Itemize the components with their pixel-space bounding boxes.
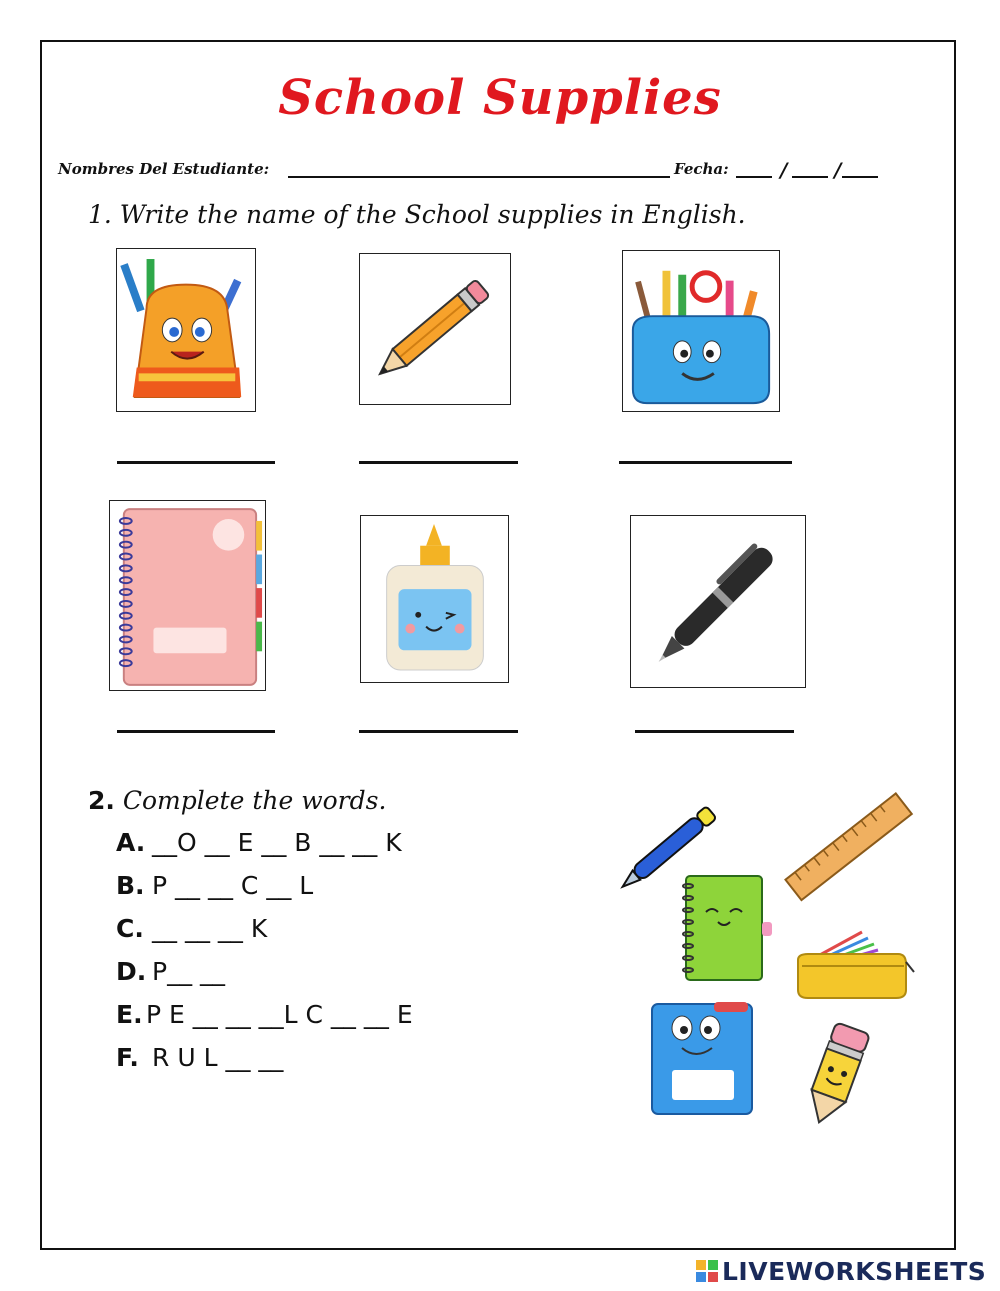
- date-year-field[interactable]: [842, 176, 878, 178]
- word-item-pattern: __O __ E __ B __ __ K: [152, 828, 402, 857]
- footer-brand: LIVEWORKSHEETS: [722, 1256, 987, 1286]
- word-item-pattern: P__ __: [152, 957, 226, 986]
- date-separator: /: [834, 158, 842, 182]
- backpack-icon: [116, 248, 256, 412]
- date-separator: /: [780, 158, 788, 182]
- student-name-label: Nombres Del Estudiante:: [58, 160, 270, 178]
- footer-logo[interactable]: [696, 1256, 986, 1286]
- answer-line-1[interactable]: [117, 461, 275, 464]
- word-item-letter: A.: [116, 828, 146, 857]
- answer-line-3[interactable]: [619, 461, 792, 464]
- date-month-field[interactable]: [792, 176, 828, 178]
- blue-book-icon: [652, 1002, 752, 1114]
- liveworksheets-logo-icon: [696, 1260, 718, 1282]
- answer-line-6[interactable]: [635, 730, 794, 733]
- word-item-a[interactable]: [116, 828, 402, 857]
- student-name-field[interactable]: [288, 176, 670, 178]
- word-item-pattern: R U L __ __: [152, 1043, 284, 1072]
- question-2-text: Complete the words.: [122, 786, 387, 815]
- word-item-b[interactable]: [116, 871, 313, 900]
- word-item-pattern: __ __ __ K: [152, 914, 268, 943]
- word-item-c[interactable]: [116, 914, 267, 943]
- ruler-icon: [785, 793, 911, 900]
- word-item-letter: B.: [116, 871, 145, 900]
- pencil-case-icon: [622, 250, 780, 412]
- word-item-letter: C.: [116, 914, 144, 943]
- student-info-row: [58, 158, 878, 182]
- pencil-icon: [359, 253, 511, 405]
- word-item-d[interactable]: [116, 957, 225, 986]
- green-notebook-icon: [683, 876, 772, 980]
- word-item-pattern: P __ __ C __ L: [152, 871, 314, 900]
- pen-icon: [630, 515, 806, 688]
- answer-line-2[interactable]: [359, 461, 518, 464]
- answer-line-5[interactable]: [359, 730, 518, 733]
- glue-icon: [360, 515, 509, 683]
- word-item-f[interactable]: [116, 1043, 283, 1072]
- question-2-heading: [88, 786, 386, 815]
- question-1-text: 1. Write the name of the School supplies in English.: [88, 200, 746, 229]
- yellow-pencil-pouch-icon: [798, 932, 914, 998]
- pink-pencil-icon: [802, 1022, 870, 1128]
- worksheet-title: School Supplies: [278, 70, 722, 126]
- date-day-field[interactable]: [736, 176, 772, 178]
- word-item-letter: D.: [116, 957, 147, 986]
- answer-line-4[interactable]: [117, 730, 275, 733]
- question-2-number: 2.: [88, 786, 115, 815]
- supplies-decoration-icon: [618, 786, 918, 1130]
- date-label: Fecha:: [674, 160, 729, 178]
- word-item-letter: E.: [116, 1000, 143, 1029]
- word-item-pattern: P E __ __ __L C __ __ E: [146, 1000, 413, 1029]
- notebook-icon: [109, 500, 266, 691]
- word-item-letter: F.: [116, 1043, 139, 1072]
- word-item-e[interactable]: [116, 1000, 413, 1029]
